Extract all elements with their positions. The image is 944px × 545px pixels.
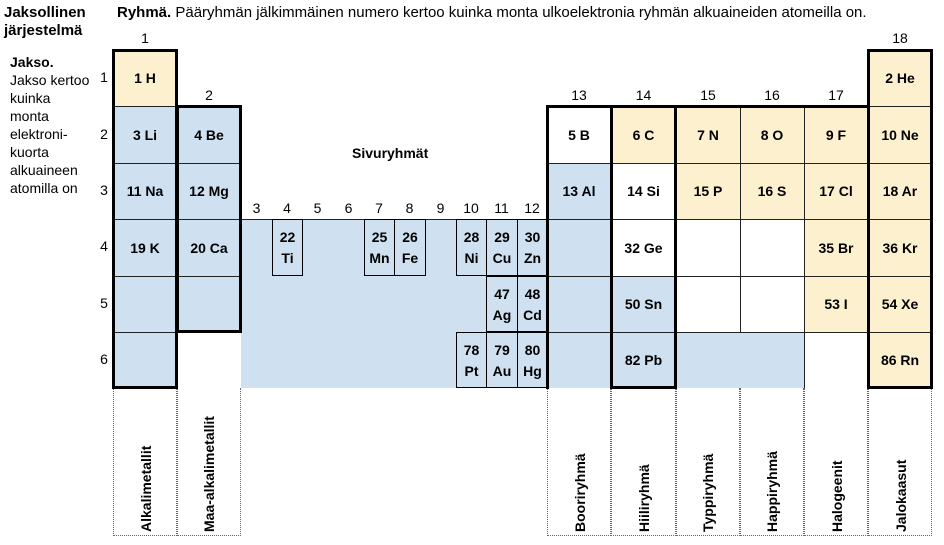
period-explanation-text: Jakso kertoo kuinka monta elektroni-kuorta alkuaineen atomilla on bbox=[10, 72, 90, 196]
element-symbol: Ti bbox=[281, 250, 294, 266]
element-symbol: Cd bbox=[523, 307, 542, 323]
atomic-number: 80 bbox=[524, 342, 541, 358]
group-number-1: 1 bbox=[141, 30, 149, 46]
element-ni bbox=[456, 219, 487, 276]
family-name-oxygen-group: Happiryhmä bbox=[764, 451, 780, 532]
atomic-number: 30 bbox=[524, 229, 541, 245]
period-explanation bbox=[10, 53, 90, 197]
family-name-boron-group: Booriryhmä bbox=[572, 453, 588, 532]
element-ne: 10 Ne bbox=[881, 126, 919, 143]
element-n: 7 N bbox=[697, 126, 719, 143]
gridline bbox=[113, 332, 241, 333]
element-symbol: Zn bbox=[523, 250, 542, 266]
element-symbol: Ag bbox=[492, 307, 512, 323]
element-cu bbox=[486, 219, 518, 276]
element-mg: 12 Mg bbox=[189, 183, 229, 199]
period-number-5: 5 bbox=[100, 295, 108, 311]
group-number-12: 12 bbox=[524, 200, 540, 216]
group-explanation bbox=[117, 4, 867, 22]
element-zn bbox=[517, 219, 548, 276]
element-rn: 86 Rn bbox=[880, 352, 920, 368]
subgroup-label: Sivuryhmät bbox=[352, 145, 429, 161]
element-br: 35 Br bbox=[818, 239, 854, 256]
element-fe bbox=[394, 219, 426, 276]
element-o: 8 O bbox=[760, 126, 784, 143]
element-pt bbox=[456, 332, 487, 388]
element-symbol: Pt bbox=[464, 363, 479, 379]
atomic-number: 22 bbox=[279, 229, 296, 245]
element-cl: 17 Cl bbox=[819, 183, 853, 199]
family-name-alkaline-earth-metals: Maa-alkalimetallit bbox=[201, 416, 217, 532]
element-f: 9 F bbox=[825, 126, 847, 143]
element-ti bbox=[272, 219, 303, 276]
chart-title: Jaksollinen järjestelmä bbox=[4, 4, 86, 39]
group-number-8: 8 bbox=[405, 200, 414, 216]
family-name-noble-gases: Jalokaasut bbox=[893, 459, 909, 532]
element-ar: 18 Ar bbox=[882, 183, 918, 199]
element-be: 4 Be bbox=[194, 126, 224, 143]
element-symbol: Cu bbox=[492, 250, 512, 266]
element-symbol: Fe bbox=[401, 250, 419, 266]
element-c: 6 C bbox=[632, 126, 655, 143]
atomic-number: 26 bbox=[402, 229, 418, 245]
atomic-number: 28 bbox=[463, 229, 480, 245]
element-b: 5 B bbox=[568, 126, 590, 143]
group-number-17: 17 bbox=[828, 87, 844, 103]
period-explanation-label: Jakso. bbox=[10, 54, 54, 70]
atomic-number: 25 bbox=[371, 229, 388, 245]
family-name-alkali-metals: Alkalimetallit bbox=[138, 445, 154, 532]
element-k: 19 K bbox=[130, 239, 160, 256]
atomic-number: 29 bbox=[494, 229, 510, 245]
element-xe: 54 Xe bbox=[881, 296, 919, 312]
atomic-number: 79 bbox=[494, 342, 510, 358]
group-number-3: 3 bbox=[252, 200, 261, 216]
element-symbol: Au bbox=[492, 363, 512, 379]
group-explanation-text: Pääryhmän jälkimmäinen numero kertoo kuinka monta ulkoelektronia ryhmän alkuaineiden atomeilla on. bbox=[171, 4, 867, 21]
family-name-carbon-group: Hiiliryhmä bbox=[636, 464, 652, 532]
period-number-2: 2 bbox=[100, 126, 108, 142]
atomic-number: 78 bbox=[463, 342, 480, 358]
element-he: 2 He bbox=[885, 70, 915, 86]
atomic-number: 47 bbox=[494, 286, 510, 302]
element-h: 1 H bbox=[134, 70, 156, 86]
group-number-9: 9 bbox=[436, 200, 445, 216]
element-i: 53 I bbox=[824, 296, 848, 312]
group-number-18: 18 bbox=[892, 30, 908, 46]
element-ca: 20 Ca bbox=[190, 239, 228, 256]
group-number-16: 16 bbox=[764, 87, 780, 103]
element-s: 16 S bbox=[757, 183, 787, 199]
element-symbol: Hg bbox=[523, 363, 542, 379]
element-cd bbox=[517, 276, 548, 332]
atomic-number: 48 bbox=[524, 286, 541, 302]
group-number-2: 2 bbox=[205, 87, 213, 103]
group-number-6: 6 bbox=[344, 200, 353, 216]
element-kr: 36 Kr bbox=[882, 239, 918, 256]
element-si: 14 Si bbox=[627, 183, 660, 199]
element-pb: 82 Pb bbox=[624, 352, 663, 368]
group-number-15: 15 bbox=[700, 87, 716, 103]
group-number-4: 4 bbox=[283, 200, 291, 216]
group-number-13: 13 bbox=[571, 87, 587, 103]
element-ag bbox=[486, 276, 518, 332]
element-symbol: Mn bbox=[369, 250, 390, 266]
element-al: 13 Al bbox=[562, 183, 596, 199]
element-sn: 50 Sn bbox=[624, 296, 663, 312]
element-symbol: Ni bbox=[464, 250, 479, 266]
period-number-6: 6 bbox=[100, 351, 108, 367]
period-number-3: 3 bbox=[100, 182, 108, 198]
group-number-10: 10 bbox=[463, 200, 479, 216]
group-number-11: 11 bbox=[494, 200, 509, 216]
element-na: 11 Na bbox=[126, 183, 164, 199]
element-au bbox=[486, 332, 518, 388]
group-number-14: 14 bbox=[635, 87, 652, 103]
group-explanation-label: Ryhmä. bbox=[117, 4, 172, 21]
element-p: 15 P bbox=[693, 183, 723, 199]
family-name-nitrogen-group: Typpiryhmä bbox=[700, 453, 716, 532]
group-number-7: 7 bbox=[375, 200, 383, 216]
group-number-5: 5 bbox=[313, 200, 322, 216]
family-name-halogens: Halogeenit bbox=[829, 460, 845, 532]
period-number-1: 1 bbox=[100, 69, 108, 85]
element-mn bbox=[364, 219, 395, 276]
period-number-4: 4 bbox=[100, 238, 108, 254]
element-ge: 32 Ge bbox=[624, 239, 663, 256]
gridline bbox=[113, 276, 241, 277]
element-hg bbox=[517, 332, 548, 388]
background-period-6-metals bbox=[676, 332, 804, 388]
element-li: 3 Li bbox=[132, 126, 158, 143]
